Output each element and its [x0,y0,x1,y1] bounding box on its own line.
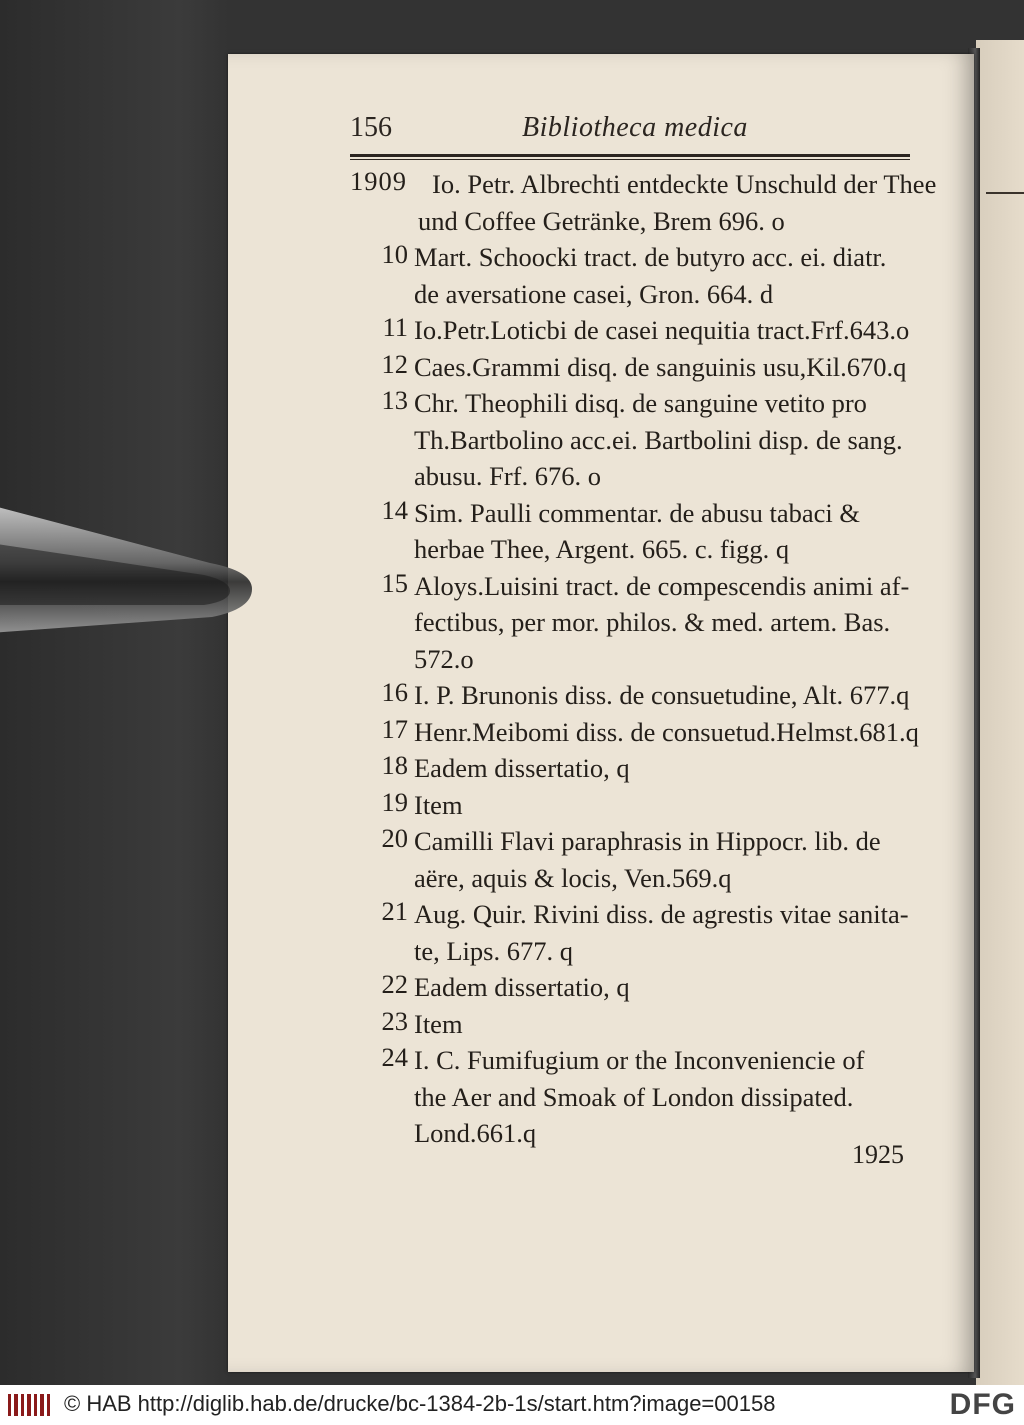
entry-text-line: aëre, aquis & locis, Ven.569.q [414,862,732,893]
entry-text-line: abusu. Frf. 676. o [414,461,601,491]
entry-text-line: 572.o [414,643,474,674]
entry-number: 20 [381,823,408,853]
entry-number: 22 [381,969,408,999]
entry-text-line: Item [414,789,463,820]
entry-text-line: Aug. Quir. Rivini diss. de agrestis vitae sanita- [414,899,909,929]
entry-text-line: Eadem dissertatio, q [414,753,630,783]
entry-text-line: Th.Bartbolino acc.ei. Bartbolini disp. de sang. [414,424,903,455]
catalog-entry [350,969,920,1006]
entry-text-line: Chr. Theophili disq. de sanguine vetito pro [414,388,867,418]
catalog-entry [350,1006,920,1043]
entry-number: 23 [381,1005,408,1036]
entry-number: 14 [381,494,408,525]
viewer-footer [0,1385,1024,1425]
page-header [350,112,910,152]
catalog-entry [350,568,920,678]
entry-text-line: Henr.Meibomi diss. de consuetud.Helmst.681.q [414,716,919,747]
catalog-entry [350,349,920,386]
entry-text-line: Lond.661.q [414,1118,537,1148]
facing-page-rule [986,192,1024,194]
footer-copyright-link[interactable]: © HAB http://diglib.hab.de/drucke/bc-1384-2b-1s/start.htm?image=00158 [64,1391,776,1416]
entry-text-line: I. C. Fumifugium or the Inconveniencie of [414,1045,865,1075]
entry-text-line: fectibus, per mor. philos. & med. artem. Bas. [414,607,891,637]
catalog-entry [350,714,920,751]
entry-text-line: herbae Thee, Argent. 665. c. figg. q [414,534,790,564]
catalog-entry [350,385,920,495]
facing-page-edge [976,40,1024,1385]
entry-text-line: Eadem dissertatio, q [414,972,630,1002]
catalog-entry [350,750,920,787]
catalog-entry [350,495,920,568]
entry-text-line: Aloys.Luisini tract. de compescendis animi af- [414,570,910,601]
entry-text-line: I. P. Brunonis diss. de consuetudine, Alt. 677.q [414,680,910,710]
entry-number: 24 [381,1042,408,1072]
entry-number: 21 [381,896,408,926]
entry-number: 19 [381,786,408,817]
entry-text-line: Camilli Flavi paraphrasis in Hippocr. lib. de [414,826,881,856]
entry-text-line: Sim. Paulli commentar. de abusu tabaci & [414,497,860,528]
entry-number: 13 [381,385,408,415]
entry-number: 18 [381,750,408,780]
page-number: 156 [350,112,392,143]
entry-text-line: de aversatione casei, Gron. 664. d [414,278,774,309]
dfg-logo: DFG [949,1388,1016,1421]
entry-number: 1909 [350,166,407,196]
entry-number: 11 [382,312,408,342]
entry-text-line: Item [414,1008,463,1039]
header-rule-thin [350,159,910,160]
catalog-entry [350,166,937,239]
catalog-entry [350,239,920,312]
catalog-entries [350,166,937,1152]
entry-number: 12 [381,348,408,379]
catchword: 1925 [852,1140,904,1169]
entry-number: 17 [381,713,408,744]
entry-number: 10 [381,239,408,269]
entry-text-line: und Coffee Getränke, Brem 696. o [418,205,785,236]
entry-number: 16 [381,677,408,707]
catalog-entry [350,1042,920,1152]
catalog-entry [350,787,920,824]
entry-number: 15 [381,567,408,598]
entry-text-line: Mart. Schoocki tract. de butyro acc. ei. diatr. [414,242,887,272]
entry-text-line: te, Lips. 677. q [414,935,573,966]
entry-text-line: Io. Petr. Albrechti entdeckte Unschuld der Thee [432,169,937,199]
header-rule [350,154,910,157]
tweezer-clip [0,505,260,633]
entry-text-line: Io.Petr.Loticbi de casei nequitia tract.Frf.643.o [414,315,910,345]
catalog-entry [350,896,920,969]
entry-text-line: the Aer and Smoak of London dissipated. [414,1081,854,1112]
hab-logo-icon [8,1394,50,1416]
catalog-entry [350,823,920,896]
entry-text-line: Caes.Grammi disq. de sanguinis usu,Kil.670.q [414,351,907,382]
catalog-entry [350,312,920,349]
running-title: Bibliotheca medica [522,112,748,143]
catalog-entry [350,677,920,714]
